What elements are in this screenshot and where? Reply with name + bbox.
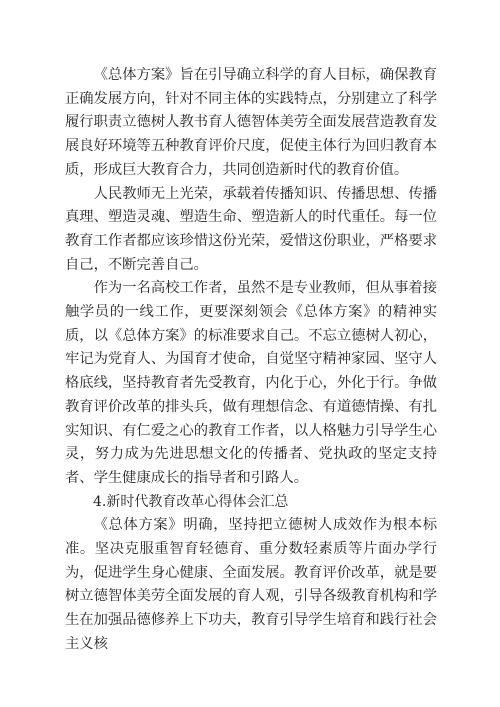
document-body: [65, 64, 437, 657]
paragraph-overall-plan: 《总体方案》旨在引导确立科学的育人目标，确保教育正确发展方向，针对不同主体的实践特点，分别建立了科学履行职责立德树人教书育人德智体美劳全面发展营造教育发展良好环境等五种教育评价尺度，促使主体行为回归教育本质，形成巨大教育合力，共同创造新时代的教育价值。: [65, 67, 437, 178]
paragraph-teacher-honor: 人民教师无上光荣，承载着传播知识、传播思想、传播真理、塑造灵魂、塑造生命、塑造新人的时代重任。每一位教育工作者都应该珍惜这份光荣，爱惜这份职业，严格要求自己，不断完善自己。: [65, 185, 437, 273]
section-heading: 4.新时代教育改革心得体会汇总: [93, 493, 289, 510]
paragraph-reform-summary: 《总体方案》明确，坚持把立德树人成效作为根本标准。坚决克服重智育轻德育、重分数轻素质等片面办学行为，促进学生身心健康、全面发展。教育评价改革，就是要树立德智体美劳全面发展的育人观，引导各级教育机构和学生在加强品德修养上下功夫，教育引导学生培育和践行社会主义核: [65, 517, 437, 652]
paragraph-university-worker: 作为一名高校工作者，虽然不是专业教师，但从事着接触学员的一线工作，更要深刻领会《总体方案》的精神实质，以《总体方案》的标准要求自己。不忘立德树人初心，牢记为党育人、为国育才使命，自觉坚守精神家园、坚守人格底线，坚持教育者先受教育，内化于心，外化于行。争做教育评价改革的排头兵，做有理想信念、有道德情操、有扎实知识、有仁爱之心的教育工作者，以人格魅力引导学生心灵，努力成为先进思想文化的传播者、党执政的坚定支持者、学生健康成长的指导者和引路人。: [65, 280, 437, 486]
